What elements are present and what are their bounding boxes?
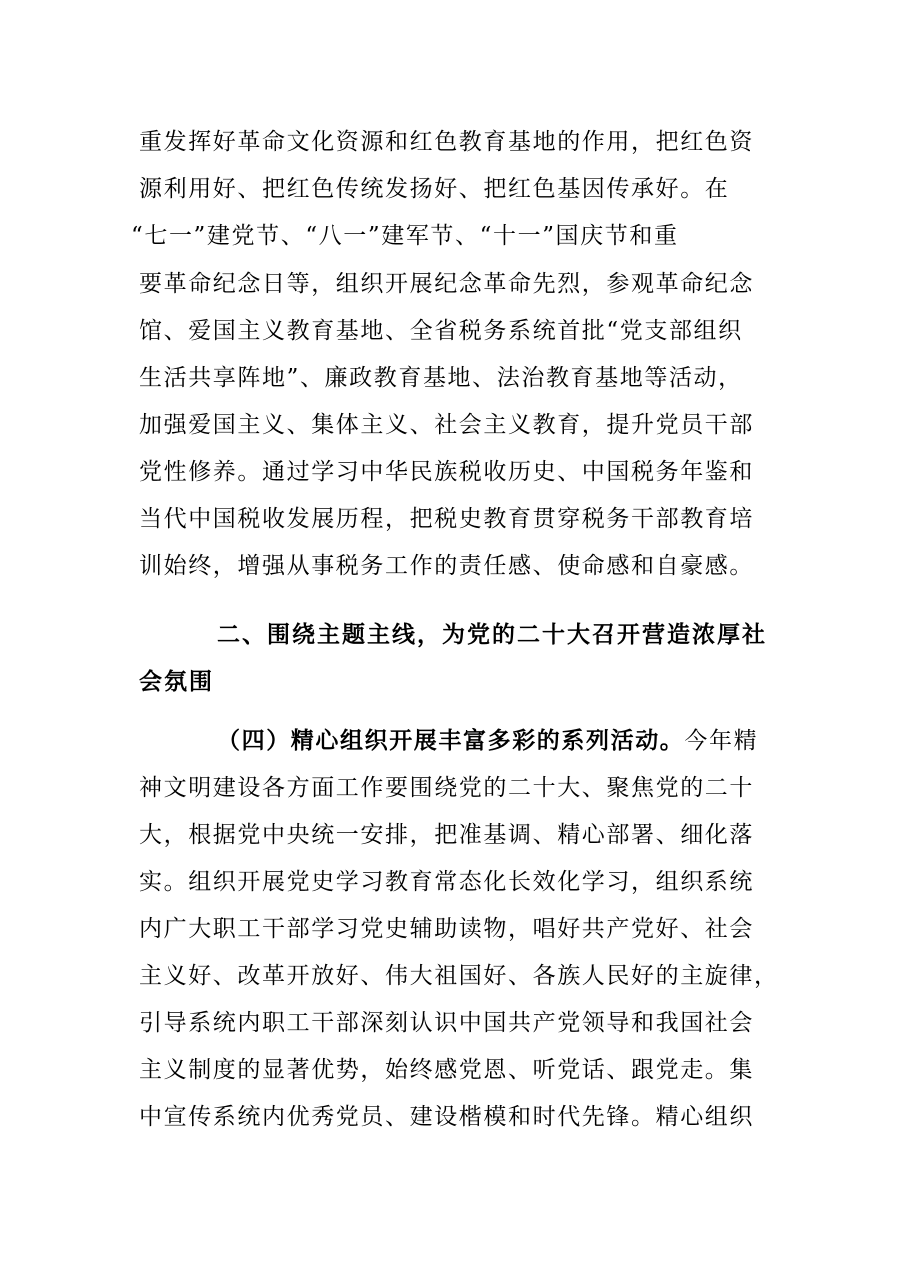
paragraph-2-line: 实。组织开展党史学习教育常态化长效化学习，组织系统	[139, 869, 754, 895]
paragraph-2-lead: （四）精心组织开展丰富多彩的系列活动。	[217, 728, 685, 754]
section-heading-line: 二、围绕主题主线，为党的二十大召开营造浓厚社	[217, 622, 767, 648]
paragraph-1-line: 馆、爱国主义教育基地、全省税务系统首批“党支部组织	[139, 318, 743, 344]
paragraph-2-line: 引导系统内职工干部深刻认识中国共产党领导和我国社会	[139, 1010, 754, 1036]
paragraph-2-line: 大，根据党中央统一安排，把准基调、精心部署、细化落	[139, 822, 754, 848]
paragraph-2-first-line-rest: 今年精	[684, 728, 759, 754]
paragraph-1-line: 重发挥好革命文化资源和红色教育基地的作用，把红色资	[139, 129, 754, 155]
paragraph-1-line: “七一”建党节、“八一”建军节、“十一”国庆节和重	[131, 223, 679, 249]
paragraph-1-line: 生活共享阵地”、廉政教育基地、法治教育基地等活动，	[139, 365, 743, 391]
paragraph-1-line: 当代中国税收发展历程，把税史教育贯穿税务干部教育培	[139, 506, 754, 532]
section-heading-line: 会氛围	[139, 669, 214, 695]
paragraph-1-line: 加强爱国主义、集体主义、社会主义教育，提升党员干部	[139, 412, 754, 438]
paragraph-2-line: 神文明建设各方面工作要围绕党的二十大、聚焦党的二十	[139, 775, 754, 801]
paragraph-2-first-line	[217, 726, 758, 756]
paragraph-1-line: 训始终，增强从事税务工作的责任感、使命感和自豪感。	[139, 553, 754, 579]
paragraph-2-line: 主义好、改革开放好、伟大祖国好、各族人民好的主旋律，	[139, 963, 779, 989]
paragraph-1-line: 要革命纪念日等，组织开展纪念革命先烈，参观革命纪念	[139, 271, 754, 297]
paragraph-1-line: 党性修养。通过学习中华民族税收历史、中国税务年鉴和	[139, 459, 754, 485]
paragraph-2-line: 中宣传系统内优秀党员、建设楷模和时代先锋。精心组织	[139, 1104, 754, 1130]
paragraph-2-line: 主义制度的显著优势，始终感党恩、听党话、跟党走。集	[139, 1057, 754, 1083]
paragraph-2-line: 内广大职工干部学习党史辅助读物，唱好共产党好、社会	[139, 916, 754, 942]
paragraph-1-line: 源利用好、把红色传统发扬好、把红色基因传承好。在	[139, 176, 730, 202]
